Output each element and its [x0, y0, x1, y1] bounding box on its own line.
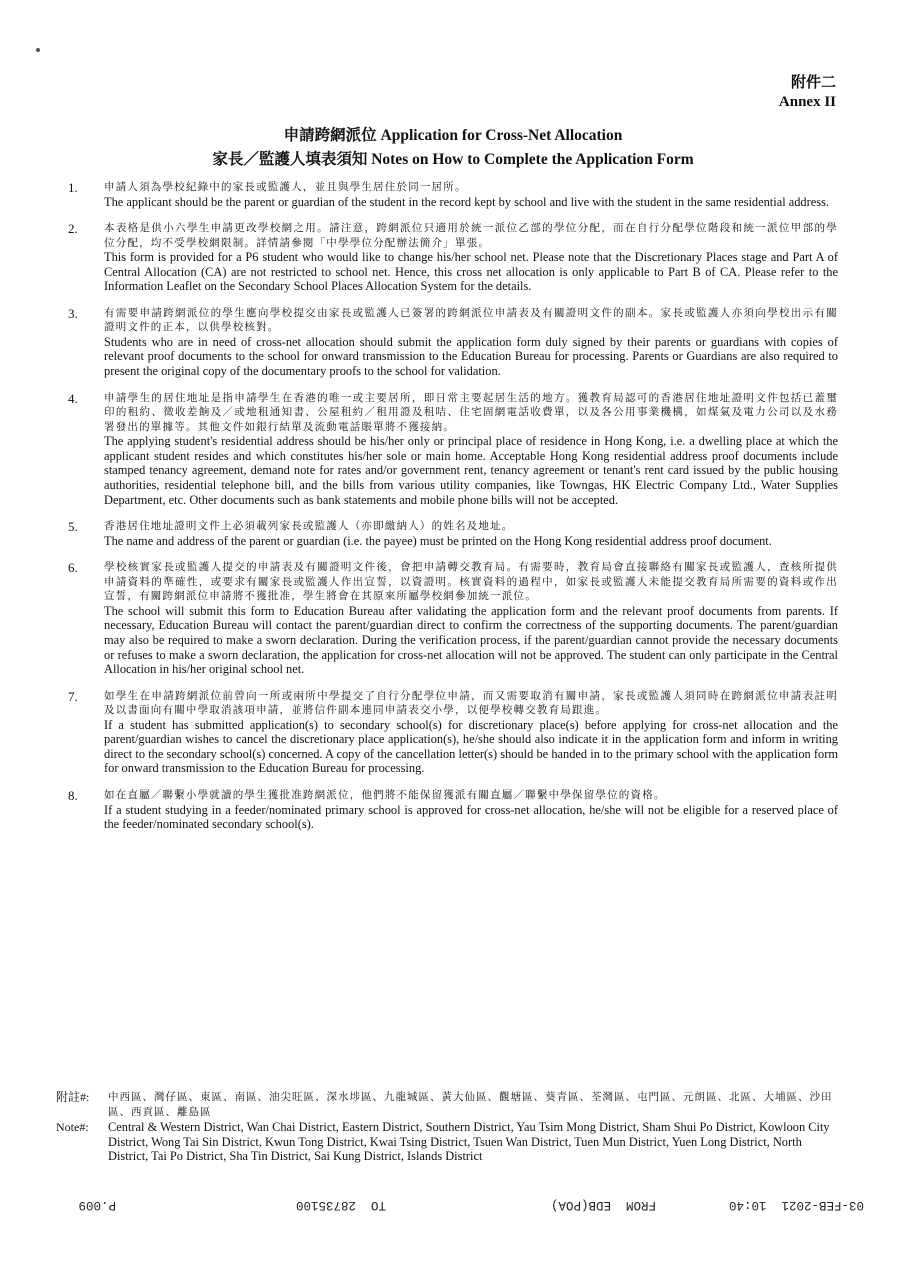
list-item — [68, 221, 838, 294]
item-number: 6. — [68, 560, 78, 576]
fax-page-number: P.009 — [78, 1198, 116, 1212]
fax-from: FROM EDB(POA) — [550, 1198, 656, 1212]
item-text-zh: 學校核實家長或監護人提交的申請表及有關證明文件後，會把申請轉交教育局。有需要時，教育局會直接聯絡有關家長或監護人，查核所提供申請資料的準確性，或要求有關家長或監護人作出宣誓，以資證明。核實資料的過程中，如家長或監護人未能提交教育局所需要的資料或作出宣誓，有關跨網派位申請將不獲批准，學生將會在其原來所屬學校網參加統一派位。 — [104, 561, 838, 603]
list-item — [68, 560, 838, 676]
item-text-zh: 如在直屬／聯繫小學就讀的學生獲批准跨網派位，他們將不能保留獲派有關直屬／聯繫中學保留學位的資格。 — [104, 789, 666, 802]
item-text-en: Students who are in need of cross-net allocation should submit the application form duly signed by their parents or guardians with copies of relevant proof documents to the school for onward transmission to the Education Bureau for processing. Parents or Guardians are also required to present the original copy of the documentary proofs to the school for validation. — [104, 334, 838, 379]
item-text-zh: 有需要申請跨網派位的學生應向學校提交由家長或監護人已簽署的跨網派位申請表及有關證明文件的副本。家長或監護人亦須向學校出示有關證明文件的正本，以供學校核對。 — [104, 306, 838, 334]
item-text-en: The applying student's residential address should be his/her only or principal place of residence in Hong Kong, i.e. a dwelling place at which the applicant student resides and which constitutes his/her sole or main home. Acceptable Hong Kong residential address proof documents include stamped tenancy agreement, demand note for rates and/or government rent, tenancy agreement or tenant's rent card issued by the public housing authorities, residential telephone bill, and the bills from various utility companies, like Towngas, HK Electric Company Ltd., Water Supplies Department, etc. Other documents such as bank statements and mobile phone bills will not be accepted. — [104, 434, 838, 507]
item-number: 2. — [68, 221, 78, 237]
note-label-zh: 附註#: — [56, 1090, 90, 1104]
list-item — [68, 788, 838, 832]
fax-to: TO 28735100 — [295, 1198, 386, 1212]
list-item — [68, 689, 838, 776]
annex-label-en: Annex II — [778, 94, 836, 110]
list-item — [68, 391, 838, 507]
district-note — [56, 1090, 836, 1164]
fax-header-line — [0, 1192, 906, 1216]
document-title: 申請跨網派位 Application for Cross-Net Allocation — [283, 127, 623, 144]
notes-list — [68, 180, 838, 844]
fax-datetime: 03-FEB-2021 10:40 — [728, 1198, 864, 1212]
annex-label-zh: 附件二 — [790, 75, 836, 91]
item-text-zh: 申請學生的居住地址是指申請學生在香港的唯一或主要居所，即日常主要起居生活的地方。獲教育局認可的香港居住地址證明文件包括已蓋璽印的租約、徵收差餉及／或地租通知書、公屋租約／租用證及租咭、住宅固網電話收費單，以及各公用事業機構，如煤氣及電力公司以及水務署發出的單據等。其他文件如銀行結單及流動電話賬單將不獲接納。 — [104, 391, 838, 433]
item-text-en: This form is provided for a P6 student who would like to change his/her school net. Please note that the Discretionary Places stage and Part A of Central Allocation (CA) are not restricted to school net. Hence, this cross net allocation is only applicable to Part B of CA. Please refer to the Information Leaflet on the Secondary School Places Allocation System for the details. — [104, 250, 838, 294]
list-item — [68, 306, 838, 379]
item-text-en: The school will submit this form to Education Bureau after validating the application form and the relevant proof documents from parents. If necessary, Education Bureau will contact the parent/guardian direct to confirm the correctness of the supporting documents. The parent/guardian may also be required to make a sworn declaration. During the verification process, if the parent/guardian cannot provide the necessary documents or refuses to make a sworn declaration, the application for cross-net allocation will not be approved. The student can only participate in the Central Allocation in his/her original school net. — [104, 603, 838, 677]
document-subtitle: 家長／監護人填表須知 Notes on How to Complete the Application Form — [212, 151, 694, 168]
item-number: 1. — [68, 180, 78, 195]
item-text-en: If a student studying in a feeder/nominated primary school is approved for cross-net allocation, he/she will not be eligible for a reserved place of the feeder/nominated secondary school(s). — [104, 802, 838, 832]
note-text-en: Central & Western District, Wan Chai District, Eastern District, Southern District, Yau Tsim Mong District, Sham Shui Po District, Kowloon City District, Wong Tai Sin District, Kwun Tong District, Kwai Tsing District, Tsuen Wan District, Tuen Mun District, Yuen Long District, North District, Tai Po District, Sha Tin District, Sai Kung District, Islands District — [108, 1120, 830, 1164]
note-text-zh: 中西區、灣仔區、東區、南區、油尖旺區、深水埗區、九龍城區、黃大仙區、觀塘區、葵青區、荃灣區、屯門區、元朗區、北區、大埔區、沙田區、西貢區、離島區 — [108, 1091, 833, 1118]
list-item — [68, 519, 838, 548]
list-item — [68, 180, 838, 209]
item-text-zh: 申請人須為學校紀錄中的家長或監護人，並且與學生居住於同一居所。 — [104, 181, 467, 193]
item-number: 8. — [68, 788, 78, 804]
item-number: 5. — [68, 519, 78, 535]
note-label-en: Note#: — [56, 1120, 89, 1134]
item-text-en: The applicant should be the parent or guardian of the student in the record kept by school and live with the student in the same residential address. — [104, 194, 829, 209]
scan-speck — [36, 48, 40, 52]
item-text-zh: 香港居住地址證明文件上必須載列家長或監護人（亦即繳納人）的姓名及地址。 — [104, 520, 514, 533]
item-text-zh: 本表格是供小六學生申請更改學校網之用。請注意，跨網派位只適用於統一派位乙部的學位分配，而在自行分配學位階段和統一派位甲部的學位分配，均不受學校網限制。詳情請參閱「中學學位分配辦法簡介」單張。 — [104, 222, 838, 249]
item-text-zh: 如學生在申請跨網派位前曾向一所或兩所中學提交了自行分配學位申請，而又需要取消有關申請，家長或監護人須同時在跨網派位申請表註明及以書面向有關中學取消該項申請，並將信件副本連同申請表交小學，以便學校轉交教育局跟進。 — [104, 689, 838, 717]
item-number: 4. — [68, 390, 78, 406]
item-number: 3. — [68, 305, 78, 321]
item-text-en: The name and address of the parent or guardian (i.e. the payee) must be printed on the Hong Kong residential address proof document. — [104, 533, 772, 548]
item-number: 7. — [68, 688, 78, 704]
annex-label — [779, 74, 836, 112]
item-text-en: If a student has submitted application(s) to secondary school(s) for discretionary place(s) before applying for cross-net allocation and the parent/guardian wishes to cancel the discretionary place application(s), he/she should also indicate it in the application form and inform in writing direct to the secondary school(s) concerned. A copy of the cancellation letter(s) should be handed in to the primary school with the application form for onward transmission to the Education Bureau for processing. — [104, 717, 838, 776]
